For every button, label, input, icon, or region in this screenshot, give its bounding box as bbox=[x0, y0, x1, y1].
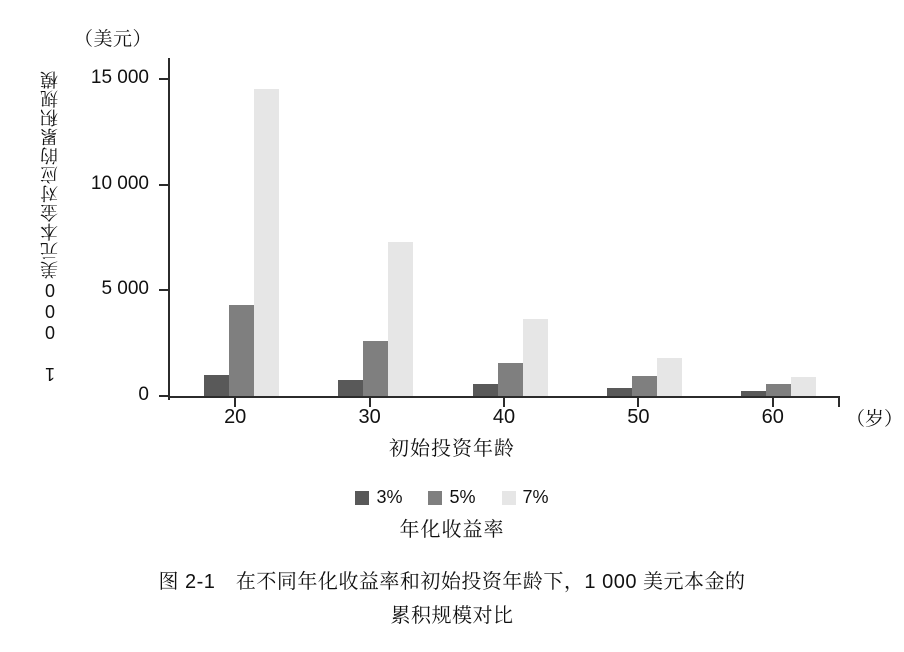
y-axis-tick bbox=[90, 172, 168, 194]
y-axis-title bbox=[36, 62, 64, 392]
x-axis-tick-label: 60 bbox=[761, 406, 784, 428]
legend-label: 7% bbox=[522, 487, 549, 507]
y-axis-tick-label: 10 000 bbox=[90, 172, 149, 194]
bar-group bbox=[607, 358, 682, 396]
x-axis-tick bbox=[224, 398, 247, 428]
x-axis-tick bbox=[761, 398, 784, 428]
bar bbox=[791, 377, 816, 396]
bar bbox=[229, 305, 254, 396]
x-axis-tick bbox=[627, 398, 650, 428]
legend-item bbox=[428, 487, 475, 508]
plot-area bbox=[90, 60, 904, 430]
y-axis-tick bbox=[138, 384, 168, 405]
legend-title: 年化收益率 bbox=[399, 519, 505, 541]
bar bbox=[473, 384, 498, 396]
y-axis-line bbox=[168, 58, 170, 400]
bar bbox=[204, 375, 229, 396]
y-axis-tick-label: 0 bbox=[138, 384, 149, 405]
bar-group bbox=[741, 377, 816, 396]
y-axis-tick-label: 5 000 bbox=[101, 278, 149, 300]
bar bbox=[338, 380, 363, 396]
bar-group bbox=[473, 319, 548, 396]
caption-line-2: 累积规模对比 bbox=[390, 605, 514, 627]
legend-swatch bbox=[428, 491, 442, 505]
x-axis-tick-label: 40 bbox=[492, 406, 516, 428]
bar bbox=[523, 319, 548, 396]
bar bbox=[766, 384, 791, 396]
y-axis-tick bbox=[90, 66, 168, 88]
y-axis-title-text: 1 000美元本金对应的累积规模 bbox=[40, 70, 60, 384]
bar bbox=[632, 376, 657, 396]
chart-legend bbox=[0, 487, 904, 508]
bar bbox=[254, 89, 279, 396]
legend-item bbox=[355, 487, 402, 508]
y-axis-tick bbox=[101, 278, 168, 300]
bar-group bbox=[204, 89, 279, 396]
x-axis-title: 初始投资年龄 bbox=[389, 438, 515, 460]
x-axis-tick-label: 30 bbox=[358, 406, 381, 428]
x-axis-tick-label: 20 bbox=[224, 406, 247, 428]
x-axis-unit-label: （岁） bbox=[846, 409, 904, 430]
legend-label: 5% bbox=[449, 487, 476, 507]
y-axis-unit-label: （美元） bbox=[74, 29, 153, 50]
x-axis-tick bbox=[492, 398, 516, 428]
plot-inner bbox=[90, 60, 904, 430]
figure-caption bbox=[0, 565, 904, 633]
bar bbox=[607, 388, 632, 396]
x-axis-tick bbox=[838, 398, 840, 407]
bar-group bbox=[338, 242, 413, 396]
bar bbox=[363, 341, 388, 396]
bar bbox=[657, 358, 682, 396]
x-axis-tick-label: 50 bbox=[627, 406, 650, 428]
bar bbox=[388, 242, 413, 396]
bar bbox=[741, 391, 766, 396]
legend-swatch bbox=[355, 491, 369, 505]
y-axis-tick-label: 15 000 bbox=[90, 66, 149, 88]
bar bbox=[498, 363, 523, 396]
caption-line-1: 图 2-1 在不同年化收益率和初始投资年龄下，1 000 美元本金的 bbox=[158, 571, 746, 593]
x-axis-tick bbox=[358, 398, 381, 428]
legend-label: 3% bbox=[376, 487, 403, 507]
legend-swatch bbox=[502, 491, 516, 505]
legend-item bbox=[502, 487, 549, 508]
